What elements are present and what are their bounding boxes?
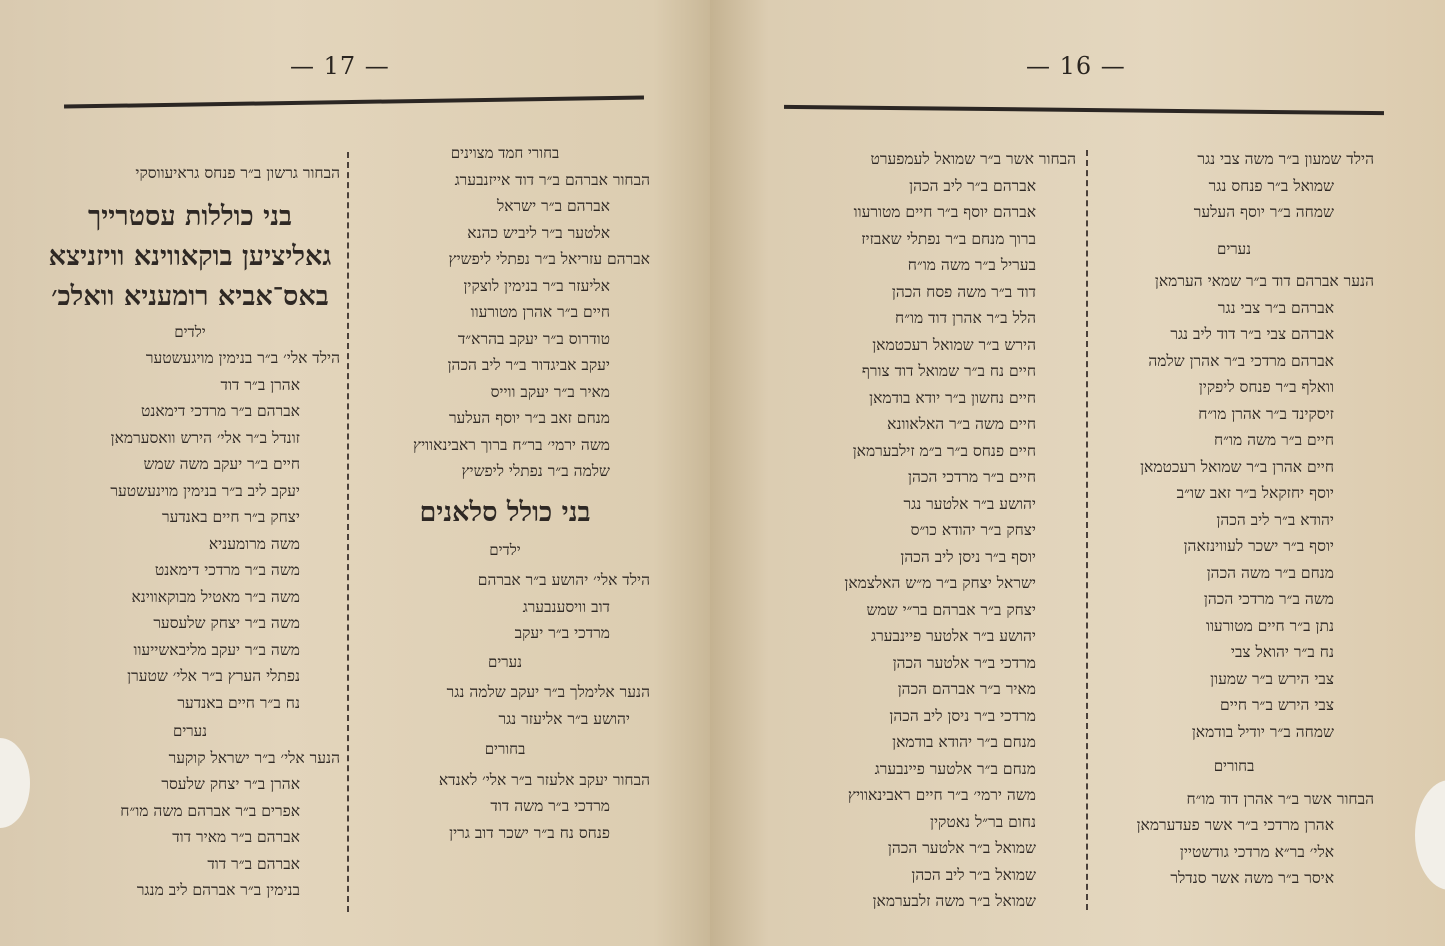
list-item: יצחק ב״ר חיים באנדער [161,508,300,526]
subheading-nearim: נערים [1216,239,1252,258]
list-item: יצחק ב״ר אברהם בר״י שמש [866,600,1036,619]
kollel-title-line: בני כוללות עסטרייך [87,200,293,232]
kollel-title-line: גאליציען בוקאווינא וויזניצא [48,240,332,272]
header-rule [64,95,644,108]
list-item: דוד ב״ר משה פסח הכהן [891,282,1036,301]
list-item: אלי׳ בר״א מרדכי גודשטיין [1179,842,1334,861]
list-item: אברהם ב״ר דוד [207,854,300,873]
list-item: אפרים ב״ר אברהם משה מו״ח [120,801,300,820]
list-item: הבחור אברהם ב״ר דוד אייזנבערג [454,170,650,189]
list-item: חיים ב״ר מרדכי הכהן [908,468,1036,486]
subheading-nearim: נערים [172,722,208,740]
list-item: שמואל ב״ר אלטער הכהן [887,839,1036,857]
list-item: שמואל ב״ר משה זלבערמאן [872,892,1036,910]
list-item: איסר ב״ר משה אשר סנדלר [1170,869,1334,887]
list-item: צבי הירש ב״ר שמעון [1210,669,1334,688]
list-item: הנער אברהם דוד ב״ר שמאי הערמאן [1154,272,1374,290]
kollel-title: בני כולל סלאנים [419,496,591,528]
list-item: אליעזר ב״ר בנימין לוצקין [463,276,610,295]
list-item: טודרוס ב״ר יעקב בהרא״ד [457,329,610,348]
list-item: יהושע ב״ר אלטער נגר [903,494,1036,513]
list-item: מאיר ב״ר יעקב ווייס [490,382,610,401]
list-item: בעריל ב״ר משה מו״ח [907,256,1036,274]
list-item: דוב וויסענבערג [522,597,610,616]
list-item: מנחם זאב ב״ר יוסף העלער [448,409,610,427]
list-item: צבי הירש ב״ר חיים [1220,696,1334,714]
list-item: מנחם ב״ר משה הכהן [1206,563,1334,582]
list-item: נח ב״ר יהואל צבי [1230,643,1334,661]
list-item: אלטער ב״ר ליביש כהנא [467,223,610,242]
list-item: שמחה ב״ר יודיל בודמאן [1191,722,1334,741]
list-item: חיים פנחס ב״ר ב״מ זילבערמאן [852,441,1036,460]
list-item: אברהם ב״ר מרדכי דימאנט [140,402,300,420]
page-tear [1415,780,1445,890]
list-item: אברהם יוסף ב״ר חיים מטורעוו [853,203,1036,221]
list-item: בנימין ב״ר אברהם ליב מנגר [136,881,300,899]
list-item: נפתלי הערץ ב״ר אלי׳ שטערן [127,667,300,685]
list-item: מנחם ב״ר יהודא בודמאן [892,733,1036,751]
list-item: שלמה ב״ר נפתלי ליפשיץ [461,462,610,480]
list-item: הירש ב״ר שמואל רעכטמאן [872,335,1036,354]
subheading-yeladim: ילדים [174,322,206,341]
list-item: הלל ב״ר אהרן דוד מו״ח [895,309,1036,327]
list-item: יעקב אביגדור ב״ר ליב הכהן [447,356,610,374]
list-item: נחום בר״ל נאטקין [930,812,1036,831]
list-item: הילד אלי׳ ב״ר בנימין מויגעשטער [145,349,340,367]
list-item: משה ב״ר מאטיל מבוקאווינא [131,587,300,606]
list-item: משה ב״ר יעקב מליבאשייעוו [133,640,300,659]
list-item: אברהם מרדכי ב״ר אהרן שלמה [1148,351,1334,370]
column-yeshiva-bachurim [360,140,650,846]
list-item: משה מרומעניא [208,534,300,553]
list-item: ישראל יצחק ב״ר מ״ש האלצמאן [844,574,1036,592]
list-item: הבחור יעקב אלעזר ב״ר אלי׳ לאנדא [438,770,650,789]
left-page [0,0,710,946]
list-item: שמואל ב״ר פנחס נגר [1208,176,1334,195]
list-item: יעקב ליב ב״ר בנימין מוינעשטער [110,481,300,500]
subheading-nearim: נערים [487,652,523,671]
page-number-16: — 16 — [1026,52,1126,80]
list-item: משה ב״ר מרדכי דימאנט [154,561,300,579]
list-item: ברוך מנחם ב״ר נפתלי שאבזיז [861,229,1036,248]
kollel-title-line: באס־אביא רומעניא וואלכ׳ [51,280,329,312]
list-item: זיסקינד ב״ר אהרן מו״ח [1198,404,1334,423]
subheading-yeladim: ילדים [489,540,521,559]
list-item: שמחה ב״ר יוסף העלער [1193,203,1334,221]
list-item: אברהם ב״ר ישראל [496,197,610,215]
list-item: אהרן מרדכי ב״ר אשר פעדערמאן [1136,816,1334,834]
list-item: יוסף ב״ר ניסן ליב הכהן [900,547,1036,566]
list-item: זונדל ב״ר אלי׳ הירש וואסערמאן [110,428,300,447]
list-item: הבחור גרשון ב״ר פנחס גראיעווסקי [135,164,340,182]
list-item: יהודא ב״ר ליב הכהן [1216,510,1334,529]
list-item: הילד שמעון ב״ר משה צבי נגר [1197,150,1374,168]
list-item: הבחור אשר ב״ר שמואל לעמפערט [870,150,1076,168]
list-item: הילד אלי׳ יהושע ב״ר אברהם [477,571,650,589]
subheading-bachurim: בחורים [484,740,526,758]
page-tear [0,738,30,828]
list-item: מרדכי ב״ר אלטער הכהן [892,653,1036,672]
column-page16-left [780,146,1076,915]
list-item: אברהם ב״ר צבי נגר [1217,298,1334,317]
subheading-bachurim: בחורים [1213,757,1255,775]
list-item: יוסף יחזקאל ב״ר זאב שו״ב [1176,484,1334,502]
column-page16-right [1094,146,1374,892]
list-item: מאיר ב״ר אברהם הכהן [897,680,1036,698]
list-item: וואלף ב״ר פנחס ליפקין [1198,378,1334,396]
list-item: חיים ב״ר יעקב משה שמש [143,455,300,473]
column-divider [347,152,349,912]
list-item: חיים ב״ר אהרן מטורעוו [470,303,610,321]
column-austria-galicia [40,160,340,904]
list-item: חיים נחשון ב״ר יודא בודמאן [869,388,1036,407]
column-divider [1086,150,1088,910]
list-item: משה ירמי׳ בר״ח ברוך ראבינאוויץ [413,435,610,454]
header-rule [784,105,1384,115]
list-item: פנחס נח ב״ר ישכר דוב גרין [449,823,610,842]
list-item: מרדכי ב״ר ניסן ליב הכהן [889,706,1036,725]
list-item: שמואל ב״ר ליב הכהן [911,865,1036,884]
list-item: מרדכי ב״ר יעקב [514,624,610,642]
list-item: הנער אלימלך ב״ר יעקב שלמה נגר [446,683,650,701]
list-item: חיים משה ב״ר האלאוונא [887,415,1036,433]
list-item: יצחק ב״ר יהודא כו״ס [910,521,1036,539]
list-item: נח ב״ר חיים באנדער [177,693,300,712]
list-item: אהרן ב״ר דוד [220,375,300,394]
list-item: אברהם ב״ר מאיר דוד [172,828,300,846]
list-item: אברהם ב״ר ליב הכהן [909,176,1036,195]
list-item: הבחור אשר ב״ר אהרן דוד מו״ח [1186,789,1374,808]
list-item: יהושע ב״ר אליעזר נגר [498,709,630,728]
page-number-17: — 17 — [290,52,390,80]
list-item: יהושע ב״ר אלטער פיינבערג [870,627,1036,645]
list-item: חיים נח ב״ר שמואל דוד צורף [861,362,1036,380]
list-item: משה ירמי׳ ב״ר חיים ראבינאוויץ [847,786,1036,804]
list-item: חיים אהרן ב״ר שמואל רעכטמאן [1140,457,1334,476]
list-item: משה ב״ר יצחק שלעסער [153,614,300,632]
list-item: חיים ב״ר משה מו״ח [1213,431,1334,449]
list-item: מרדכי ב״ר משה דוד [490,797,610,815]
list-item: הנער אלי׳ ב״ר ישראל קוקער [168,748,340,767]
list-item: אברהם עזריאל ב״ר נפתלי ליפשיץ [448,250,650,268]
list-item: אברהם צבי ב״ר דוד ליב נגר [1170,325,1334,343]
list-item: נתן ב״ר חיים מטורעוו [1205,616,1334,635]
list-item: מנחם ב״ר אלטער פיינבערג [874,759,1036,778]
list-item: יוסף ב״ר ישכר לעווינזאהן [1183,537,1334,555]
list-item: משה ב״ר מרדכי הכהן [1203,590,1334,608]
right-page [710,0,1445,946]
list-item: אהרן ב״ר יצחק שלעסר [161,775,300,793]
section-heading: בחורי חמד מצוינים [450,144,560,162]
